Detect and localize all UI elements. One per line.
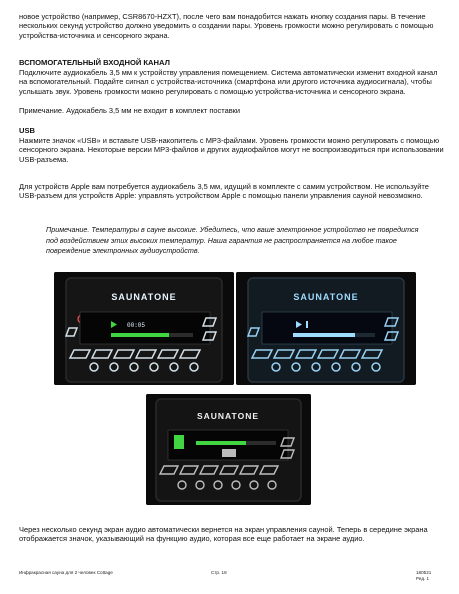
footer-page-number: Стр. 18: [211, 570, 227, 575]
usb-paragraph: Нажмите значок «USB» и вставьте USB-накопитель с MP3-файлами. Уровень громкости можно регулировать с помощью сенсорного экрана. Некоторые версии MP3-файлов и других аудиофайлов могут не воспроизводиться при использовании USB-разъема.: [19, 136, 444, 164]
aux-remark: Примечание. Аудокабель 3,5 мм не входит в комплект поставки: [19, 106, 241, 115]
brand-logo: SAUNATONE: [196, 411, 260, 421]
volume-bar: [293, 333, 355, 337]
intro-paragraph: новое устройство (например, CSR8670-HZXT), после чего вам понадобится нажать кнопку создания пары. В течение нескольких секунд устройство должно уведомить о создании пары. Уровень громкости можно регулировать с помощью устройства-источника и сенсорного экрана.: [19, 12, 434, 40]
aux-paragraph: Подключите аудиокабель 3,5 мм к устройству управления помещением. Система автоматически изменит входной канал на вспомогательный. Подайте сигнал с устройства-источника (смартфона или другого источника аудиосигнала), чтобы услышать звук. Уровень громкости можно регулировать с помощью устройства-источника и сенсорного экрана.: [19, 68, 438, 96]
footer-right: [416, 570, 431, 581]
footer-left: Инфракрасная сауна для 2 человек Cottage: [19, 570, 113, 575]
volume-bar: [111, 333, 169, 337]
footer-date: 180521: [416, 570, 432, 575]
usb-icon: [174, 435, 184, 449]
volume-bar: [196, 441, 246, 445]
panel-photo-audio-blue: [236, 272, 416, 385]
footer-revision: Ред. 1: [416, 575, 430, 581]
panel-photo-audio-green: [146, 394, 311, 505]
lcd-screen: [262, 312, 392, 344]
usb-heading: USB: [19, 126, 36, 135]
panel-time: 00:05: [127, 322, 146, 329]
audio-indicator: [222, 449, 236, 457]
aux-heading: ВСПОМОГАТЕЛЬНЫЙ ВХОДНОЙ КАНАЛ: [19, 58, 170, 67]
outro-paragraph: Через несколько секунд экран аудио автоматически вернется на экран управления сауной. Теперь в середине экрана отображается значок, указывающий на функцию аудио, которая все еще работает на экране аудио.: [19, 525, 428, 544]
brand-logo: SAUNATONE: [111, 292, 177, 302]
temperature-note: Примечание. Температуры в сауне высокие. Убедитесь, что ваше электронное устройство не повредится под воздействием этих высоких температур. Наша гарантия не распространяется на любое такое повреждение электронных аудиоустройств.: [46, 225, 419, 256]
apple-paragraph: Для устройств Apple вам потребуется аудиокабель 3,5 мм, идущий в комплекте с самим устройством. Не используйте USB-разъем для устройств Apple: управлять устройством Apple с помощью панели управления сауной невозможно.: [19, 182, 429, 201]
brand-logo: SAUNATONE: [293, 292, 359, 302]
panel-photo-audio-white: [54, 272, 234, 385]
